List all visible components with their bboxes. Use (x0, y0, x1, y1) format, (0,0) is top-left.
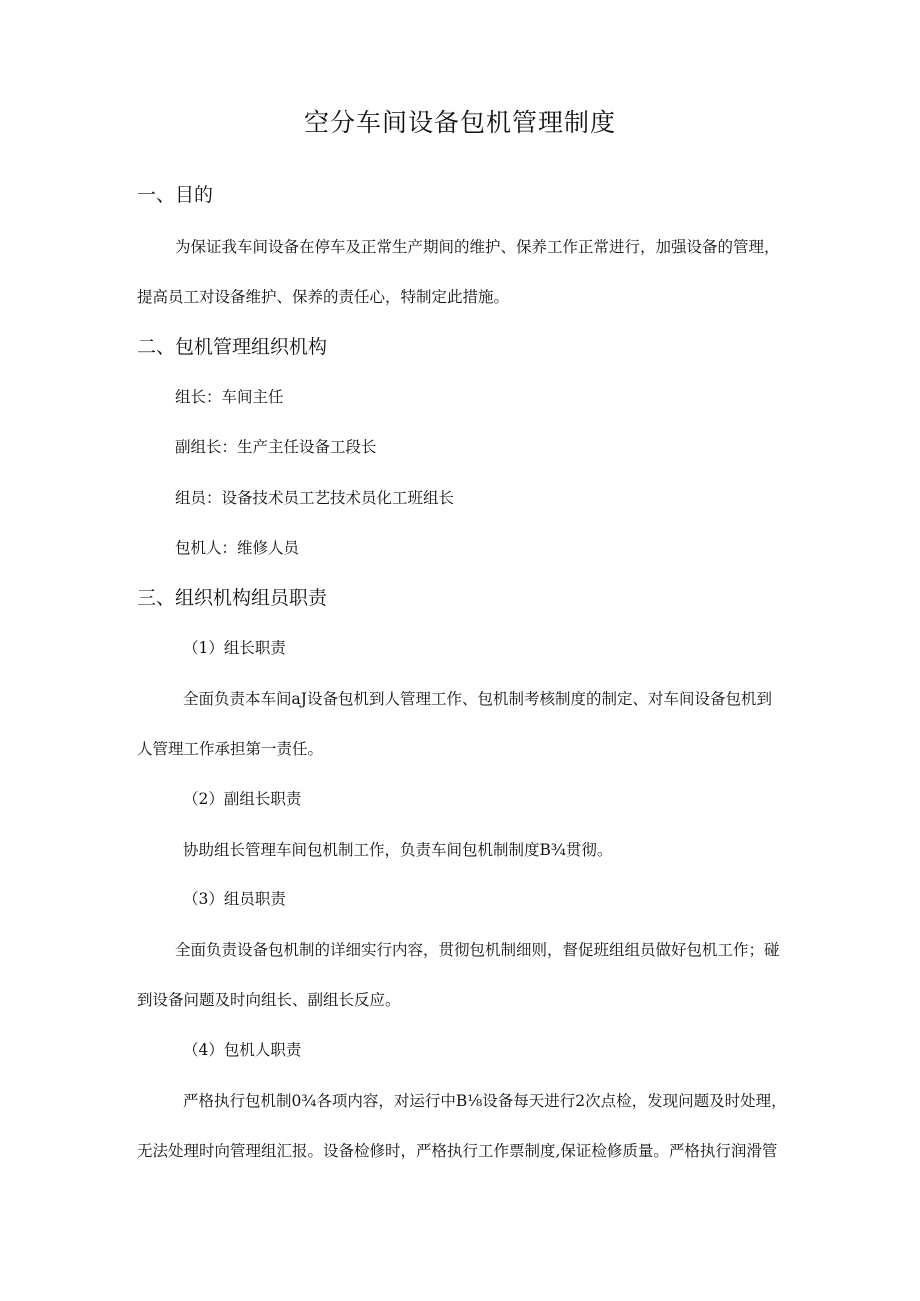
document-title: 空分车间设备包机管理制度 (303, 108, 616, 137)
subsection-title: （3）组员职责 (183, 890, 286, 908)
org-member-line: 组员：设备技术员工艺技术员化工班组长 (175, 489, 455, 507)
paragraph-line: 全面负责本车间aJ设备包机到人管理工作、包机制考核制度的制定、对车间设备包机到 (183, 690, 772, 708)
paragraph-line: 提高员工对设备维护、保养的责任心，特制定此措施。 (137, 288, 510, 306)
section-heading-duties: 三、组织机构组员职责 (137, 587, 328, 609)
paragraph-line: 全面负责设备包机制的详细实行内容，贯彻包机制细则，督促班组组员做好包机工作；碰 (175, 941, 780, 959)
subsection-title: （4）包机人职责 (183, 1041, 302, 1059)
org-member-line: 副组长：生产主任设备工段长 (175, 438, 377, 456)
paragraph-line: 到设备问题及时向组长、副组长反应。 (137, 991, 401, 1009)
subsection-title: （1）组长职责 (183, 639, 286, 657)
paragraph-line: 为保证我车间设备在停车及正常生产期间的维护、保养工作正常进行，加强设备的管理， (175, 238, 780, 256)
paragraph-line: 严格执行包机制0¾各项内容，对运行中B⅛设备每天进行2次点检，发现问题及时处理， (183, 1092, 787, 1110)
paragraph-line: 协助组长管理车间包机制工作，负责车间包机制制度B¾贯彻。 (183, 841, 613, 859)
subsection-title: （2）副组长职责 (183, 790, 302, 808)
paragraph-line: 无法处理时向管理组汇报。设备检修时，严格执行工作票制度,保证检修质量。严格执行润滑管 (137, 1142, 778, 1160)
org-member-line: 组长：车间主任 (175, 388, 284, 406)
paragraph-line: 人管理工作承担第一责任。 (137, 740, 324, 758)
section-heading-organization: 二、包机管理组织机构 (137, 336, 328, 358)
org-member-line: 包机人：维修人员 (175, 539, 300, 557)
section-heading-purpose: 一、目的 (137, 184, 214, 206)
